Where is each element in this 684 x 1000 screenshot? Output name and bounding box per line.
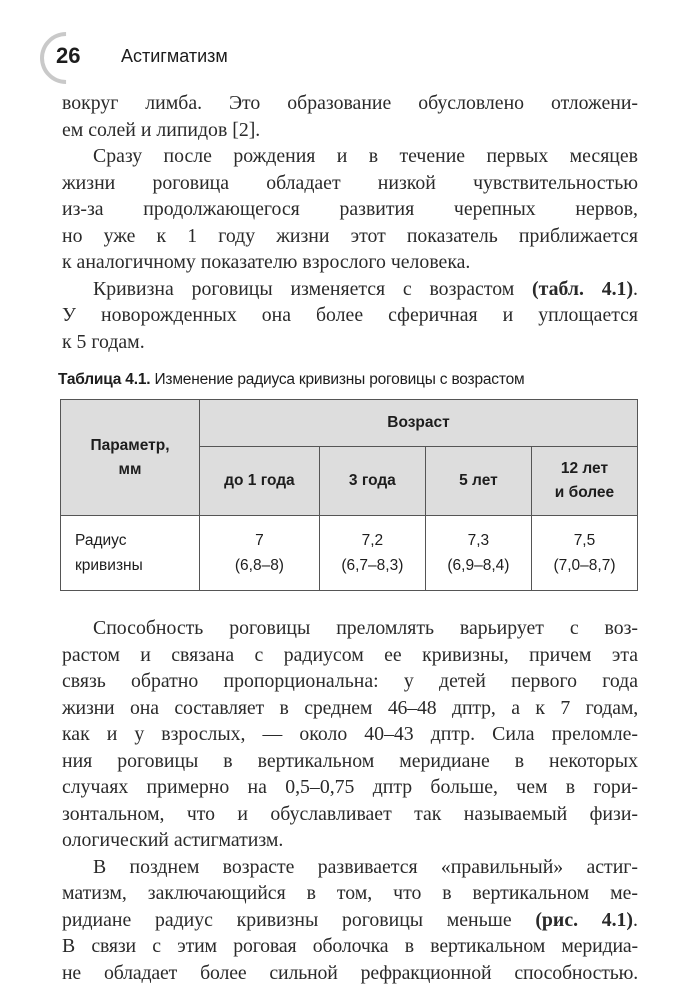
paragraph-5-period: .: [633, 908, 638, 931]
table-cell: 7,5 (7,0–8,7): [531, 516, 637, 591]
spacer: [62, 591, 638, 615]
param-header: Параметр, мм: [61, 400, 200, 516]
paragraph-3-line-2: У новорожденных она более сферичная и уплощается: [62, 304, 638, 326]
age-header-3: 5 лет: [425, 447, 531, 516]
paragraph-2-line-1: Сразу после рождения и в течение первых месяцев: [93, 145, 638, 167]
paragraph-3-period: .: [633, 277, 638, 300]
paragraph-4-line-1: Способность роговицы преломлять варьирует с воз-: [93, 617, 638, 639]
table-caption: [58, 371, 638, 389]
paragraph-5-text: ридиане радиус кривизны роговицы меньше: [62, 908, 536, 931]
paragraph-4-line-5: как и у взрослых, — около 40–43 дптр. Сила преломле-: [62, 723, 638, 745]
age-header-1: до 1 года: [200, 447, 320, 516]
page-number: 26: [56, 43, 81, 68]
paragraph-1-line-2: ем солей и липидов [2].: [62, 118, 261, 141]
paragraph-2-line-2: жизни роговица обладает низкой чувствительностью: [62, 171, 638, 194]
paragraph-5-line-3: [62, 907, 638, 934]
running-title: Астигматизм: [121, 46, 228, 66]
curvature-table: [60, 399, 638, 591]
paragraph-3-line-1: [62, 276, 638, 303]
table-cell: 7,3 (6,9–8,4): [425, 516, 531, 591]
paragraph-2-line-5: к аналогичному показателю взрослого человека.: [62, 251, 471, 273]
paragraph-4-line-3: связь обратно пропорциональна: у детей первого года: [62, 670, 638, 692]
paragraph-4-line-8: зонтальном, что и обуславливает так называемый физи-: [62, 802, 638, 825]
table-caption-label: Таблица 4.1.: [58, 371, 151, 388]
paragraph-4-line-7: случаях примерно на 0,5–0,75 дптр больше, чем в гори-: [62, 776, 638, 798]
paragraph-1-line-1: вокруг лимба. Это образование обусловлено отложени-: [62, 92, 638, 114]
page-body: [58, 90, 638, 986]
row-label: Радиус кривизны: [61, 516, 200, 591]
paragraph-4-line-6: ния роговицы в вертикальном меридиане в некоторых: [62, 749, 638, 772]
paragraph-4-line-2: растом и связана с радиусом ее кривизны, причем эта: [62, 643, 638, 666]
age-group-header: Возраст: [200, 400, 638, 447]
paragraph-3-line-3: к 5 годам.: [62, 330, 145, 353]
paragraph-5-line-1: В позднем возрасте развивается «правильный» астиг-: [93, 855, 638, 878]
table-reference: (табл. 4.1): [532, 277, 634, 300]
table-cell: 7 (6,8–8): [200, 516, 320, 591]
table-row: [61, 516, 638, 591]
page-header: [40, 32, 640, 84]
paragraph-5-line-2: матизм, заключающийся в том, что в вертикальном ме-: [62, 882, 638, 904]
paragraph-4-line-9: ологический астигматизм.: [62, 829, 284, 851]
paragraph-5-line-4: В связи с этим роговая оболочка в вертикальном меридиа-: [62, 935, 638, 957]
paragraph-4-line-4: жизни она составляет в среднем 46–48 дптр, а к 7 годам,: [62, 696, 638, 719]
paragraph-2-line-3: из-за продолжающегося развития черепных нервов,: [62, 198, 638, 220]
age-header-2: 3 года: [319, 447, 425, 516]
table-caption-text: Изменение радиуса кривизны роговицы с возрастом: [150, 371, 525, 388]
paragraph-5-line-5: не обладает более сильной рефракционной способностью.: [62, 961, 638, 984]
table-cell: 7,2 (6,7–8,3): [319, 516, 425, 591]
age-header-4: 12 лет и более: [531, 447, 637, 516]
paragraph-2-line-4: но уже к 1 году жизни этот показатель приближается: [62, 224, 638, 247]
paragraph-3-text: Кривизна роговицы изменяется с возрастом: [93, 277, 533, 300]
figure-reference: (рис. 4.1): [535, 908, 634, 931]
